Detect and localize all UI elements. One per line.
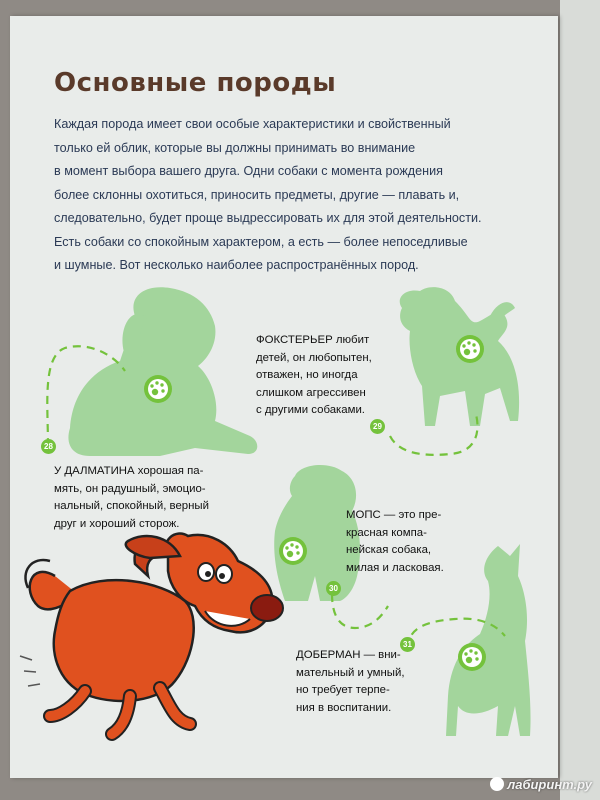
site-watermark [490, 777, 592, 792]
caption-line: отважен, но иногда [256, 369, 358, 382]
badge-dalmatian: 28 [41, 439, 56, 454]
caption-line: слишком агрессивен [256, 386, 366, 399]
intro-line: и шумные. Вот несколько наиболее распространённых пород. [54, 258, 419, 272]
next-page-edge [560, 0, 600, 800]
caption-line: нейская собака, [346, 544, 432, 557]
page-title: Основные породы [54, 68, 337, 98]
caption-line: нальный, спокойный, верный [54, 500, 209, 513]
caption-line: с другими собаками. [256, 404, 365, 417]
caption-line: ния в воспитании. [296, 701, 392, 714]
caption-line: красная компа- [346, 526, 427, 539]
doberman-silhouette [446, 544, 531, 736]
caption-line: милая и ласковая. [346, 561, 444, 574]
caption-line: но требует терпе- [296, 684, 390, 697]
caption-line: МОПС — это пре- [346, 509, 442, 521]
intro-line: Каждая порода имеет свои особые характеристики и свойственный [54, 117, 451, 131]
paw-icon [456, 335, 484, 363]
dalmatian-caption [54, 463, 209, 533]
book-page [10, 16, 558, 778]
labirint-logo-icon [490, 777, 504, 791]
intro-line: более склонны охотиться, приносить предметы, другие — плавать и, [54, 187, 460, 202]
pug-caption [346, 507, 444, 577]
caption-line: друг и хороший сторож. [54, 517, 180, 530]
caption-line: ДОБЕРМАН — вни- [296, 649, 401, 661]
watermark-text: лабиринт.ру [507, 777, 592, 792]
badge-foxterrier: 29 [370, 419, 385, 434]
caption-line: У ДАЛМАТИНА хорошая па- [54, 465, 204, 477]
paw-icon [279, 537, 307, 565]
intro-line: в момент выбора вашего друга. Одни собаки с момента рождения [54, 164, 443, 178]
paw-icon [458, 643, 486, 671]
intro-line: Есть собаки со спокойным характером, а есть — более непоседливые [54, 234, 468, 249]
badge-pug: 30 [326, 581, 341, 596]
intro-line: следовательно, будет проще выдрессировать их для этой деятельности. [54, 211, 482, 225]
badge-doberman: 31 [400, 637, 415, 652]
caption-line: мять, он радушный, эмоцио- [54, 482, 206, 495]
dalmatian-silhouette [68, 287, 257, 456]
foxterrier-caption [256, 332, 372, 420]
doberman-caption [296, 647, 404, 717]
paw-icon [144, 375, 172, 403]
caption-line: мательный и умный, [296, 666, 405, 679]
caption-line: детей, он любопытен, [256, 351, 372, 364]
intro-paragraph [54, 113, 550, 278]
cartoon-dog-illustration [20, 534, 283, 734]
intro-line: только ей облик, которые вы должны принимать во внимание [54, 140, 416, 155]
caption-line: ФОКСТЕРЬЕР любит [256, 334, 370, 346]
